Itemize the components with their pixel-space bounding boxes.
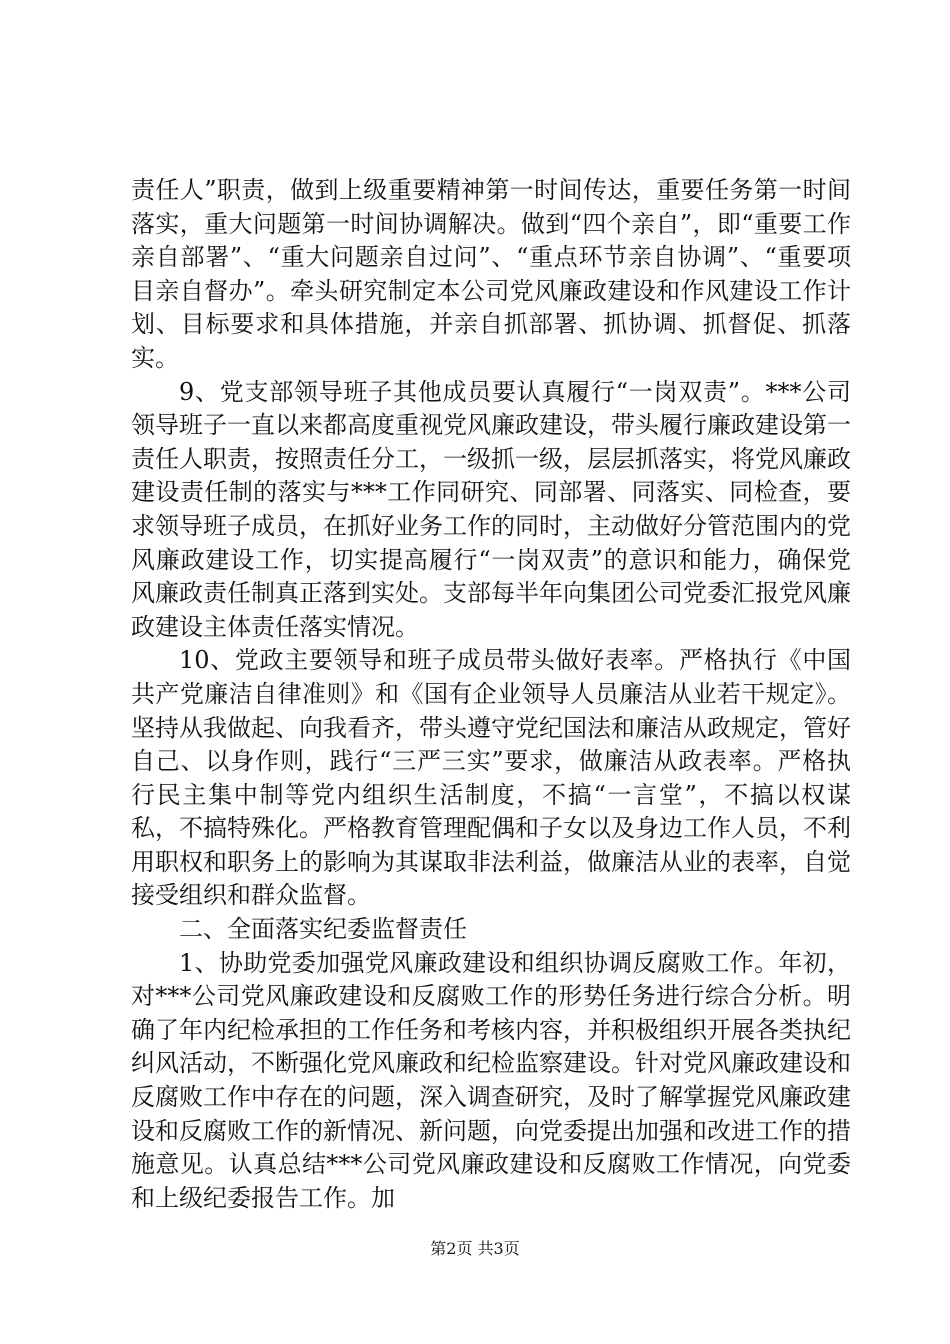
- paragraph-section2-item-1: 1、协助党委加强党风廉政建设和组织协调反腐败工作。年初，对***公司党风廉政建设和反腐败工作的形势任务进行综合分析。明确了年内纪检承担的工作任务和考核内容，并积极组织开展各类执纪纠风活动，不断强化党风廉政和纪检监察建设。针对党风廉政建设和反腐败工作中存在的问题，深入调查研究，及时了解掌握党风廉政建设和反腐败工作的新情况、新问题，向党委提出加强和改进工作的措施意见。认真总结***公司党风廉政建设和反腐败工作情况，向党委和上级纪委报告工作。加: [131, 948, 851, 1212]
- section-heading: 二、全面落实纪委监督责任: [179, 915, 467, 944]
- paragraph-continuation: 责任人”职责，做到上级重要精神第一时间传达，重要任务第一时间落实，重大问题第一时间协调解决。做到“四个亲自”，即“重要工作亲自部署”、“重大问题亲自过问”、“重点环节亲自协调”、“重要项目亲自督办”。牵头研究制定本公司党风廉政建设和作风建设工作计划、目标要求和具体措施，并亲自抓部署、抓协调、抓督促、抓落实。: [131, 176, 851, 372]
- page-number-footer: 第2页 共3页: [430, 1239, 520, 1258]
- paragraph-item-9: 9、党支部领导班子其他成员要认真履行“一岗双责”。***公司领导班子一直以来都高度重视党风廉政建设，带头履行廉政建设第一责任人职责，按照责任分工，一级抓一级，层层抓落实，将党风廉政建设责任制的落实与***工作同研究、同部署、同落实、同检查，要求领导班子成员，在抓好业务工作的同时，主动做好分管范围内的党风廉政建设工作，切实提高履行“一岗双责”的意识和能力，确保党风廉政责任制真正落到实处。支部每半年向集团公司党委汇报党风廉政建设主体责任落实情况。: [131, 377, 851, 641]
- document-body: [131, 174, 851, 1215]
- paragraph-item-10: 10、党政主要领导和班子成员带头做好表率。严格执行《中国共产党廉洁自律准则》和《国有企业领导人员廉洁从业若干规定》。坚持从我做起、向我看齐，带头遵守党纪国法和廉洁从政规定，管好自己、以身作则，践行“三严三实”要求，做廉洁从政表率。严格执行民主集中制等党内组织生活制度，不搞“一言堂”，不搞以权谋私，不搞特殊化。严格教育管理配偶和子女以及身边工作人员，不利用职权和职务上的影响为其谋取非法利益，做廉洁从业的表率，自觉接受组织和群众监督。: [131, 646, 851, 910]
